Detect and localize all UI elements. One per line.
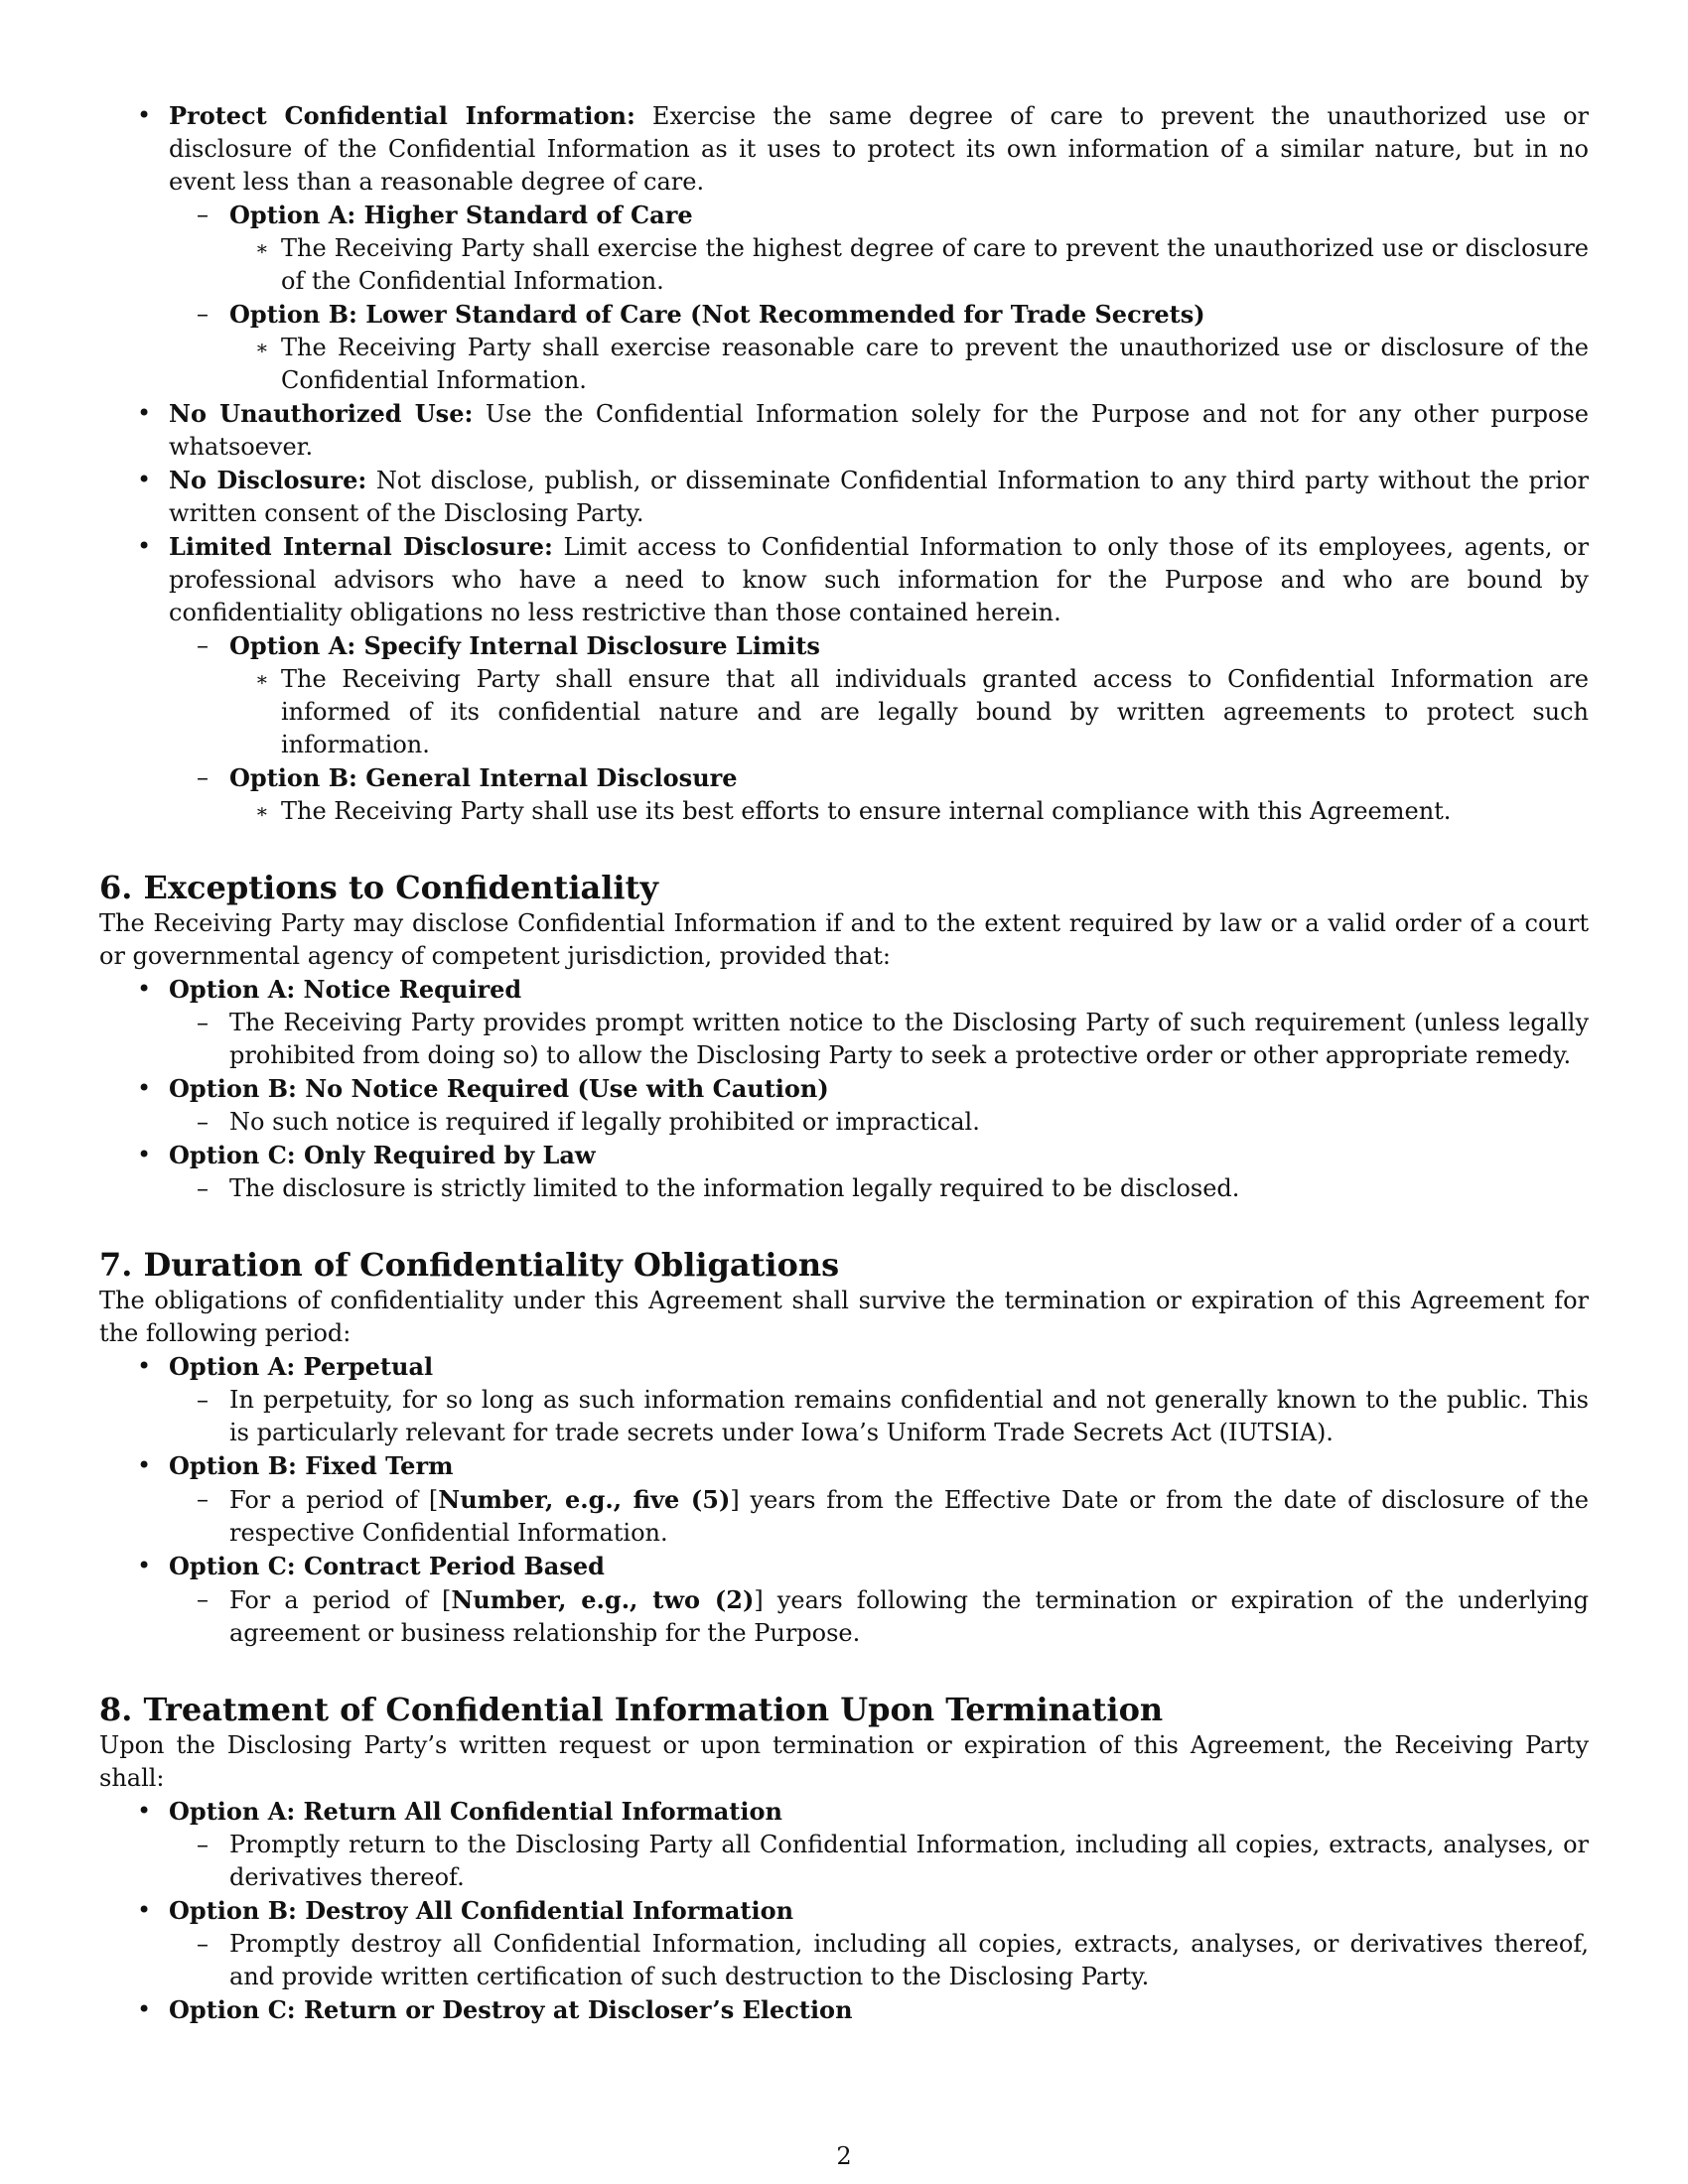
list-item (99, 1993, 1589, 2027)
section-intro: The obligations of confidentiality under this Agreement shall survive the termination or expiration of this Agreement for the following period: (99, 1287, 1589, 1347)
option-title: Option A: Return All Confidential Information (169, 1797, 782, 1826)
placeholder-field: Number, e.g., two (2) (451, 1585, 755, 1614)
option-title: Option B: Lower Standard of Care (Not Recommended for Trade Secrets) (229, 300, 1205, 329)
option-title: Option A: Higher Standard of Care (229, 201, 693, 229)
option-detail: ∗ The Receiving Party shall ensure that all individuals granted access to Confidential Information are informed of its confidential nature and are legally bound by written agreements to protect such information. (229, 663, 1589, 761)
option-item (169, 761, 1589, 828)
option-title: Option B: General Internal Disclosure (229, 763, 738, 792)
option-detail: ∗ The Receiving Party shall exercise the highest degree of care to prevent the unauthorized use or disclosure of the Confidential Information. (229, 232, 1589, 298)
list-item (99, 464, 1589, 530)
section-intro: The Receiving Party may disclose Confidential Information if and to the extent required by law or a valid order of a court or governmental agency of competent jurisdiction, provided that: (99, 909, 1589, 970)
option-title: Option B: Fixed Term (169, 1451, 454, 1480)
item-title: No Disclosure: (169, 466, 367, 494)
option-detail: – No such notice is required if legally prohibited or impractical. (169, 1106, 1589, 1139)
placeholder-field: Number, e.g., five (5) (438, 1485, 731, 1514)
item-title: Limited Internal Disclosure: (169, 532, 553, 561)
item-text: Exercise the same degree of care to prevent the unauthorized use or disclosure of the Confidential Information as it uses to protect its own information of a similar nature, but in no event less than a reasonable degree of care. (169, 102, 1590, 196)
list-item (99, 1894, 1589, 1993)
list-item (99, 1449, 1589, 1550)
option-detail: ∗ The Receiving Party shall exercise reasonable care to prevent the unauthorized use or disclosure of the Confidential Information. (229, 332, 1589, 397)
option-item (169, 629, 1589, 761)
option-detail: – For a period of [Number, e.g., two (2)] years following the termination or expiration of the underlying agreement or business relationship for the Purpose. (169, 1583, 1589, 1650)
item-text: Limit access to Confidential Information to only those of its employees, agents, or professional advisors who have a need to know such information for the Purpose and who are bound by confidentiality obligations no less restrictive than those contained herein. (169, 533, 1589, 626)
option-detail: ∗ The Receiving Party shall use its best efforts to ensure internal compliance with this Agreement. (229, 795, 1589, 828)
page-number: 2 (836, 2142, 852, 2170)
item-text: Use the Confidential Information solely for the Purpose and not for any other purpose whatsoever. (169, 400, 1589, 461)
obligations-list (99, 99, 1589, 828)
option-detail: – In perpetuity, for so long as such information remains confidential and not generally known to the public. This is particularly relevant for trade secrets under Iowa’s Uniform Trade Secrets Act (IUTSIA). (169, 1384, 1589, 1449)
list-item (99, 397, 1589, 464)
item-title: No Unauthorized Use: (169, 399, 474, 428)
options-list (99, 973, 1589, 1205)
list-item (99, 1072, 1589, 1139)
item-text: Not disclose, publish, or disseminate Confidential Information to any third party without the prior written consent of the Disclosing Party. (169, 467, 1589, 527)
option-title: Option B: Destroy All Confidential Information (169, 1896, 794, 1925)
option-title: Option A: Specify Internal Disclosure Limits (229, 631, 820, 660)
list-item (99, 530, 1589, 828)
option-title: Option A: Perpetual (169, 1352, 434, 1381)
options-list (99, 1795, 1589, 2027)
options-list (99, 1350, 1589, 1650)
option-title: Option C: Contract Period Based (169, 1552, 605, 1580)
option-title: Option C: Only Required by Law (169, 1141, 596, 1169)
option-detail: – Promptly destroy all Confidential Information, including all copies, extracts, analyses, or derivatives thereof, and provide written certification of such destruction to the Disclosing Party. (169, 1928, 1589, 1993)
option-detail: – For a period of [Number, e.g., five (5)] years from the Effective Date or from the date of disclosure of the respective Confidential Information. (169, 1483, 1589, 1550)
list-item (99, 1139, 1589, 1205)
option-title: Option C: Return or Destroy at Discloser’s Election (169, 1995, 853, 2024)
list-item (99, 1795, 1589, 1894)
option-detail: – The disclosure is strictly limited to the information legally required to be disclosed. (169, 1172, 1589, 1205)
list-item (99, 1550, 1589, 1650)
section-heading: 6. Exceptions to Confidentiality (99, 869, 658, 906)
section-heading: 7. Duration of Confidentiality Obligations (99, 1246, 840, 1284)
document-page (99, 99, 1589, 2027)
option-item (169, 298, 1589, 397)
section-intro: Upon the Disclosing Party’s written request or upon termination or expiration of this Agreement, the Receiving Party shall: (99, 1731, 1589, 1792)
option-item (169, 199, 1589, 298)
option-title: Option B: No Notice Required (Use with Caution) (169, 1074, 829, 1103)
option-detail: – The Receiving Party provides prompt written notice to the Disclosing Party of such requirement (unless legally prohibited from doing so) to allow the Disclosing Party to seek a protective order or other appropriate remedy. (169, 1007, 1589, 1072)
section-heading: 8. Treatment of Confidential Information Upon Termination (99, 1691, 1164, 1728)
option-title: Option A: Notice Required (169, 975, 522, 1004)
option-detail: – Promptly return to the Disclosing Party all Confidential Information, including all copies, extracts, analyses, or derivatives thereof. (169, 1829, 1589, 1894)
list-item (99, 99, 1589, 397)
list-item (99, 973, 1589, 1072)
item-title: Protect Confidential Information: (169, 101, 635, 130)
list-item (99, 1350, 1589, 1449)
